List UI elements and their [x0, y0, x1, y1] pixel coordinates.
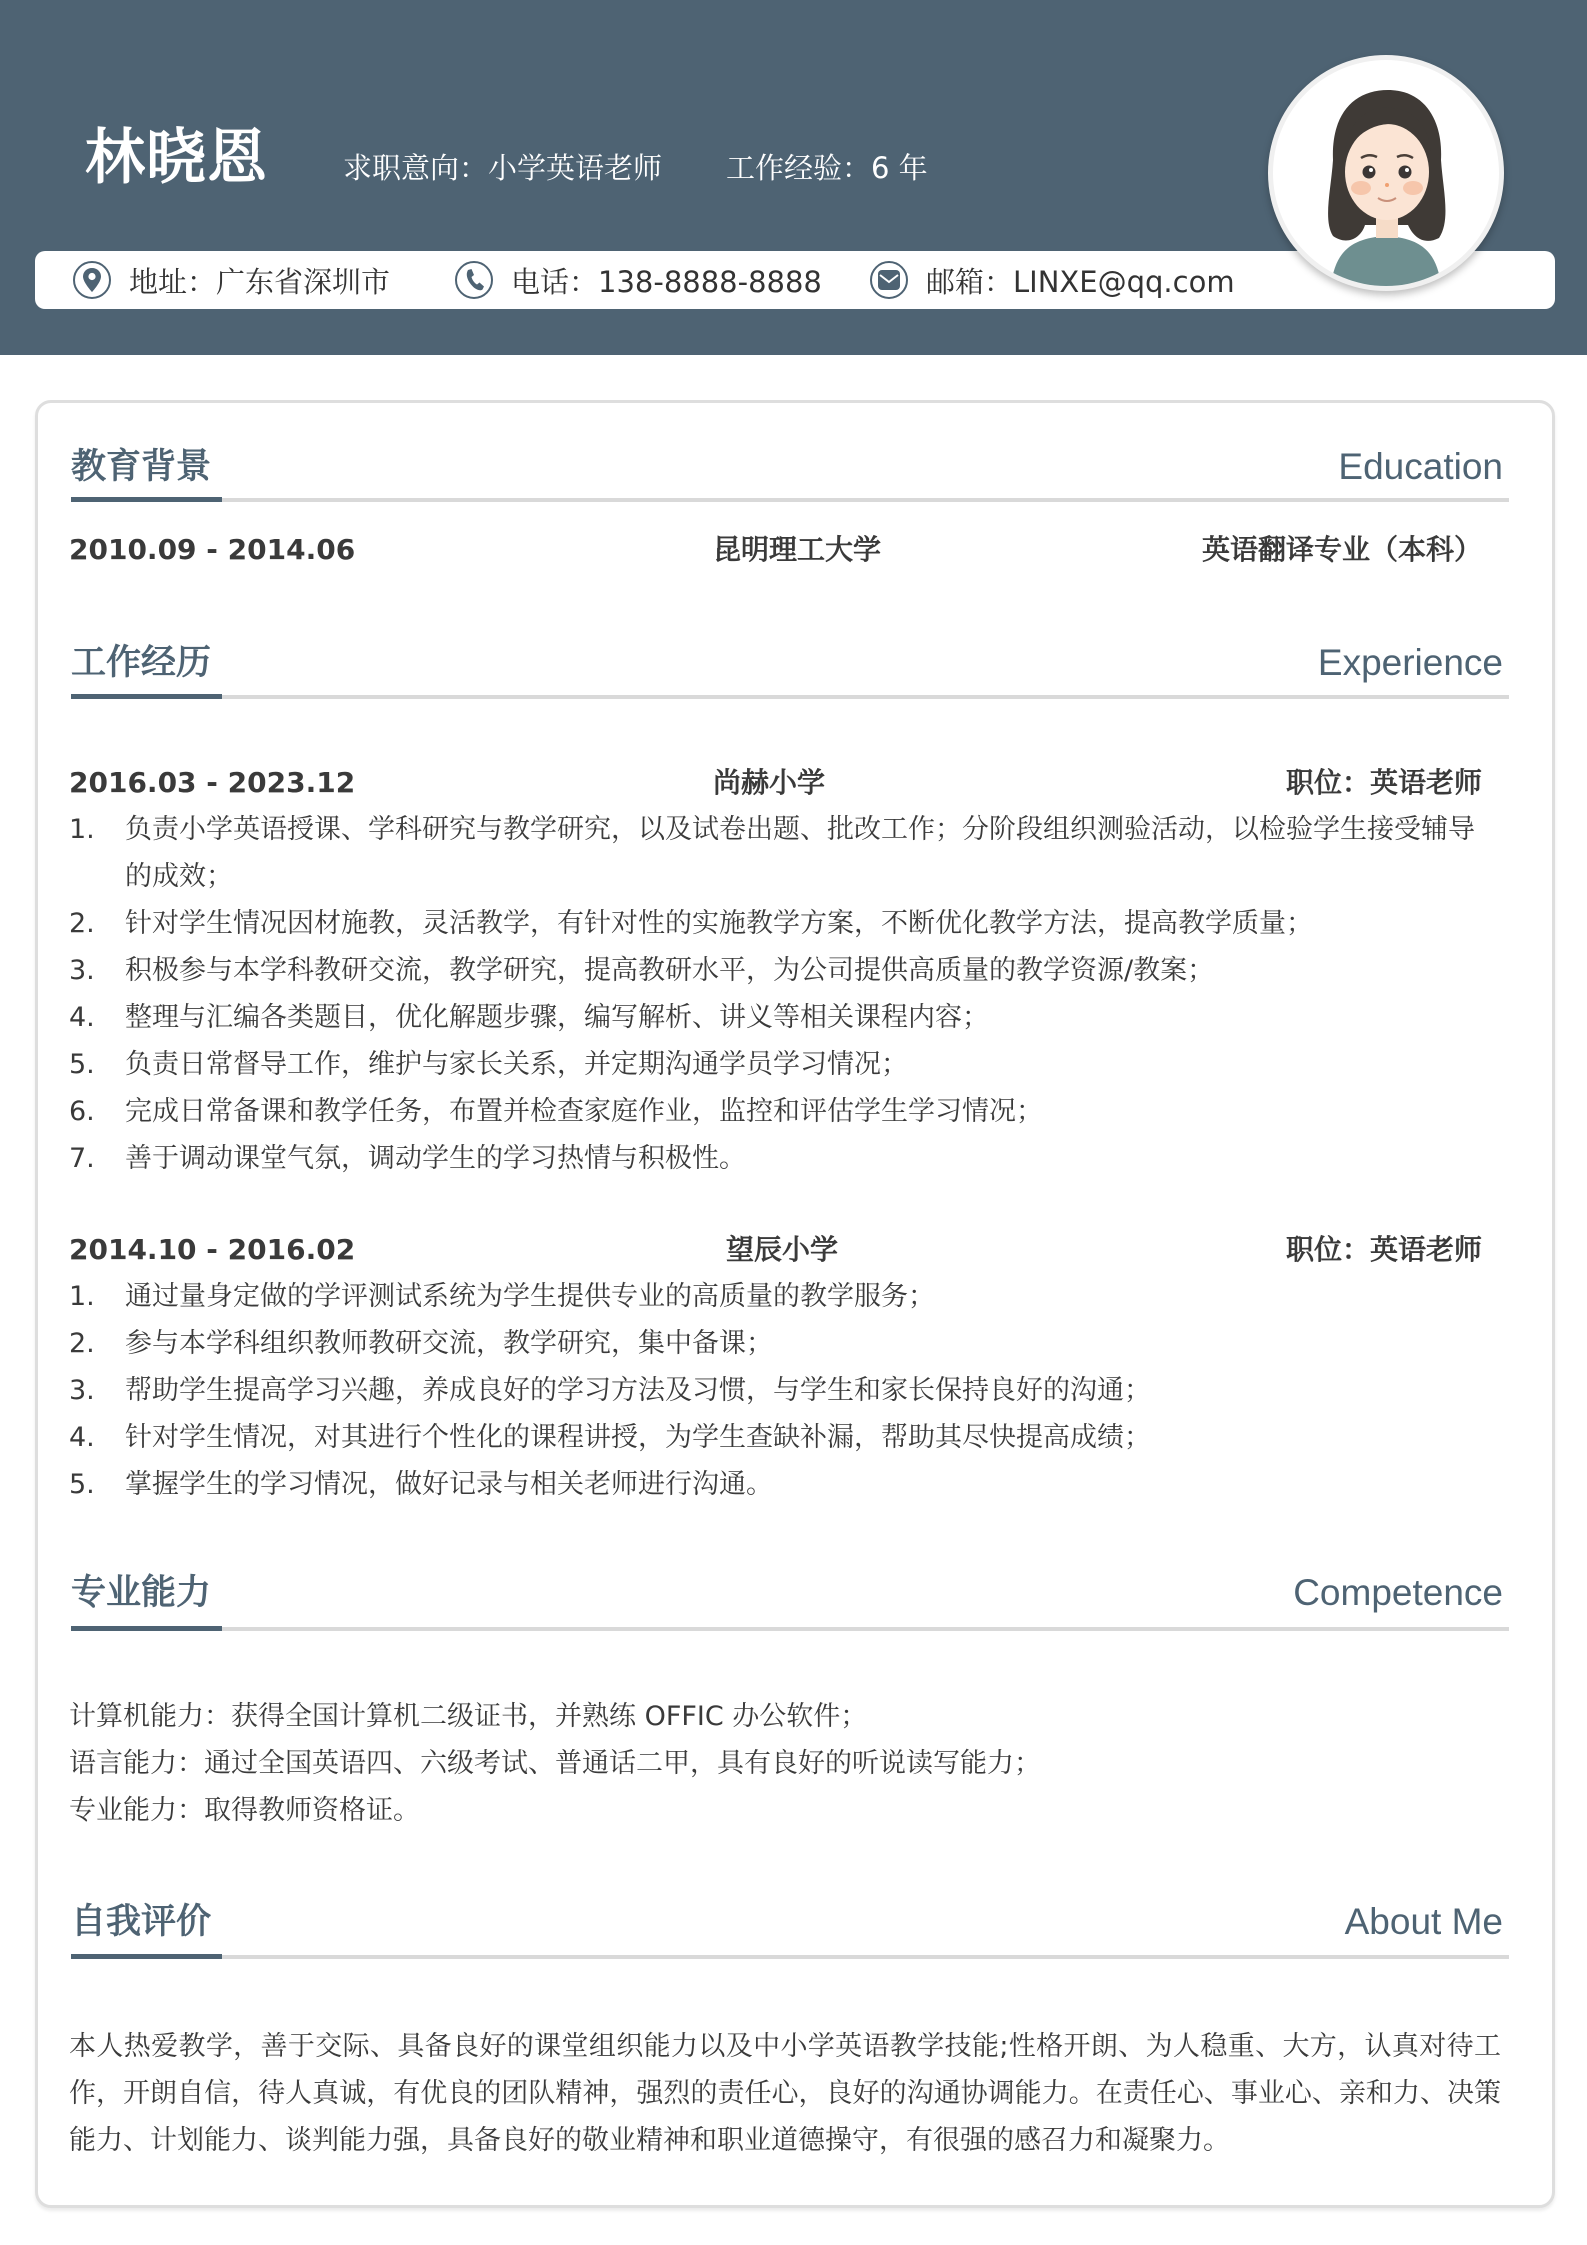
list-number: 4. — [69, 1422, 95, 1453]
section-divider — [71, 1627, 1509, 1631]
list-number: 1. — [69, 814, 95, 845]
section-title-about: 自我评价 — [71, 1902, 212, 1942]
education-major: 英语翻译专业（本科） — [1201, 533, 1482, 566]
section-divider-accent — [71, 497, 222, 502]
list-number: 5. — [69, 1049, 95, 1080]
job-company: 望辰小学 — [726, 1233, 839, 1266]
list-item — [69, 1041, 1499, 1088]
list-item — [69, 1461, 1499, 1508]
list-item — [69, 1135, 1499, 1182]
avatar — [1268, 55, 1504, 291]
section-title-experience: 工作经历 — [71, 643, 212, 683]
header-banner — [0, 0, 1587, 355]
list-text: 针对学生情况，对其进行个性化的课程讲授，为学生查缺补漏，帮助其尽快提高成绩； — [125, 1422, 1151, 1453]
work-experience-years: 工作经验：6 年 — [726, 151, 928, 185]
list-number: 6. — [69, 1096, 95, 1127]
list-number: 1. — [69, 1281, 95, 1312]
phone-text[interactable]: 电话：138-8888-8888 — [511, 264, 822, 299]
section-divider-accent — [71, 694, 222, 699]
education-entry — [69, 530, 1482, 570]
phone-icon — [455, 261, 493, 299]
list-item — [69, 1367, 1499, 1414]
location-pin-icon — [73, 261, 111, 299]
list-text: 整理与汇编各类题目，优化解题步骤，编写解析、讲义等相关课程内容； — [125, 1002, 989, 1033]
list-item — [69, 994, 1499, 1041]
section-divider — [71, 498, 1509, 502]
email-text[interactable]: 邮箱：LINXE@qq.com — [926, 264, 1235, 299]
address-text: 地址：广东省深圳市 — [129, 264, 391, 299]
list-number: 7. — [69, 1143, 95, 1174]
list-item — [69, 806, 1499, 900]
education-period: 2010.09 - 2014.06 — [69, 533, 356, 566]
contact-phone — [455, 251, 822, 309]
list-number: 2. — [69, 908, 95, 939]
list-number: 5. — [69, 1469, 95, 1500]
candidate-name: 林晓恩 — [85, 123, 268, 193]
job-company: 尚赫小学 — [713, 766, 826, 799]
contact-email — [870, 251, 1235, 309]
list-text: 善于调动课堂气氛，调动学生的学习热情与积极性。 — [125, 1143, 746, 1174]
section-divider-accent — [71, 1954, 222, 1959]
list-item — [69, 947, 1499, 994]
section-title-en-about: About Me — [1344, 1901, 1503, 1942]
list-text: 完成日常备课和教学任务，布置并检查家庭作业，监控和评估学生学习情况； — [125, 1096, 1043, 1127]
list-text: 掌握学生的学习情况，做好记录与相关老师进行沟通。 — [125, 1469, 773, 1500]
section-title-education: 教育背景 — [71, 447, 212, 487]
list-number: 4. — [69, 1002, 95, 1033]
list-item — [69, 1088, 1499, 1135]
list-item — [69, 1414, 1499, 1461]
list-item — [69, 900, 1499, 947]
job-period: 2014.10 - 2016.02 — [69, 1233, 356, 1266]
job-header — [69, 763, 1482, 803]
section-title-competence: 专业能力 — [71, 1573, 212, 1613]
job-header — [69, 1230, 1482, 1270]
job-intent: 求职意向：小学英语老师 — [343, 151, 663, 185]
contact-address — [73, 251, 390, 309]
avatar-illustration-icon — [1273, 60, 1499, 286]
list-text: 积极参与本学科教研交流，教学研究，提高教研水平，为公司提供高质量的教学资源/教案； — [125, 955, 1215, 986]
list-text: 负责小学英语授课、学科研究与教学研究，以及试卷出题、批改工作；分阶段组织测验活动，以检验学生接受辅导的成效； — [125, 814, 1475, 892]
section-divider — [71, 1955, 1509, 1959]
list-number: 3. — [69, 955, 95, 986]
competence-line: 专业能力：取得教师资格证。 — [69, 1795, 420, 1826]
section-title-en-education: Education — [1338, 446, 1503, 487]
list-text: 帮助学生提高学习兴趣，养成良好的学习方法及习惯，与学生和家长保持良好的沟通； — [125, 1375, 1151, 1406]
section-divider-accent — [71, 1626, 222, 1631]
list-text: 针对学生情况因材施教，灵活教学，有针对性的实施教学方案，不断优化教学方法，提高教学质量； — [125, 908, 1313, 939]
section-title-en-competence: Competence — [1293, 1572, 1503, 1613]
list-item — [69, 1320, 1499, 1367]
education-school: 昆明理工大学 — [713, 533, 882, 566]
job-position: 职位：英语老师 — [1285, 1233, 1482, 1266]
list-number: 2. — [69, 1328, 95, 1359]
list-text: 通过量身定做的学评测试系统为学生提供专业的高质量的教学服务； — [125, 1281, 935, 1312]
list-text: 参与本学科组织教师教研交流，教学研究，集中备课； — [125, 1328, 773, 1359]
section-title-en-experience: Experience — [1317, 642, 1503, 683]
mail-icon — [870, 261, 908, 299]
list-number: 3. — [69, 1375, 95, 1406]
list-item — [69, 1273, 1499, 1320]
list-text: 负责日常督导工作，维护与家长关系，并定期沟通学员学习情况； — [125, 1049, 908, 1080]
job-period: 2016.03 - 2023.12 — [69, 766, 356, 799]
competence-line: 计算机能力：获得全国计算机二级证书，并熟练 OFFIC 办公软件； — [69, 1701, 868, 1732]
section-divider — [71, 695, 1509, 699]
competence-line: 语言能力：通过全国英语四、六级考试、普通话二甲，具有良好的听说读写能力； — [69, 1748, 1041, 1779]
self-evaluation-text: 本人热爱教学，善于交际、具备良好的课堂组织能力以及中小学英语教学技能;性格开朗、为人稳重、大方，认真对待工作，开朗自信，待人真诚，有优良的团队精神，强烈的责任心，良好的沟通协调能力。在责任心、事业心、亲和力、决策能力、计划能力、谈判能力强，具备良好的敬业精神和职业道德操守，有很强的感召力和凝聚力。 — [69, 2031, 1501, 2156]
job-position: 职位：英语老师 — [1285, 766, 1482, 799]
